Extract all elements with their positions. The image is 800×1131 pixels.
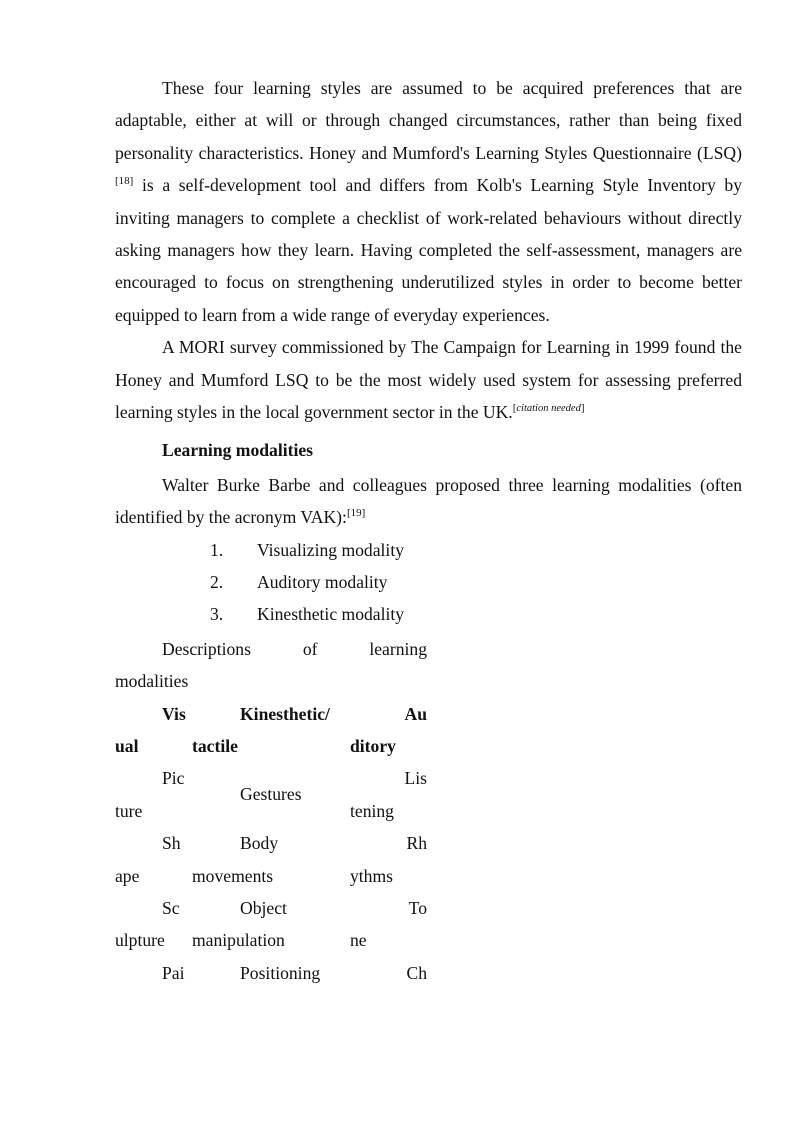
table-header-cell [115, 698, 192, 763]
cell-text: Sc [162, 898, 180, 919]
citation-19[interactable]: [19] [346, 507, 366, 520]
list-item [115, 534, 742, 566]
cell-text: ulpture [115, 930, 165, 951]
cell-text: Lis [404, 768, 427, 789]
table-cell [192, 892, 350, 957]
paragraph-lsq [115, 72, 742, 331]
caption-line [115, 633, 427, 665]
cell-text: Gestures [240, 784, 302, 805]
modalities-list [115, 534, 742, 631]
cell-text: Pai [162, 962, 185, 983]
cell-text: Sh [162, 833, 181, 854]
citation-needed-text[interactable]: citation needed [516, 403, 581, 415]
table-cell [115, 892, 192, 957]
caption-word: learning [369, 638, 427, 659]
list-number: 2. [210, 572, 224, 593]
section-heading: Learning modalities [162, 440, 314, 461]
paragraph-text: is a self-development tool and differs from Kolb's Learning Style Inventory by inviting managers to complete a checklist of work-related behaviours without directly asking managers how they learn. Having completed the self-assessment, managers are encouraged to focus on strengthening underutilized styles in order to become better equipped to learn from a wide range of everyday experiences. [115, 175, 742, 325]
table-cell [192, 762, 350, 827]
table-header-cell [192, 698, 350, 763]
paragraph-mori [115, 331, 742, 428]
citation-needed[interactable] [513, 402, 585, 414]
list-item-label: Kinesthetic modality [257, 604, 405, 625]
paragraph-text: Walter Burke Barbe and colleagues proposed three learning modalities (often identified by the acronym VAK): [115, 474, 742, 528]
paragraph-vak-intro [115, 469, 742, 534]
cell-text: Pic [162, 768, 185, 789]
cell-text: ual [115, 736, 139, 757]
cell-text: ythms [350, 865, 394, 886]
table-row [115, 957, 427, 989]
table-cell [115, 827, 192, 892]
cell-text: Object [240, 898, 287, 919]
cell-text: Au [404, 703, 427, 724]
table-cell [192, 957, 350, 989]
list-number: 3. [210, 604, 224, 625]
cell-text: ditory [350, 736, 396, 757]
cell-text: tactile [192, 736, 238, 757]
list-item [115, 598, 742, 630]
cell-text: ape [115, 865, 140, 886]
caption-word: Descriptions [162, 638, 251, 659]
table-cell [192, 827, 350, 892]
cell-text: To [408, 898, 427, 919]
cell-text: Positioning [240, 962, 321, 983]
table-cell [350, 892, 427, 957]
list-item [115, 566, 742, 598]
bracket: ] [580, 402, 585, 415]
table-row [115, 827, 427, 892]
caption-word: modalities [115, 671, 189, 692]
table-header-cell [350, 698, 427, 763]
cell-text: manipulation [192, 930, 285, 951]
table-row [115, 892, 427, 957]
modalities-table [115, 698, 427, 990]
table-row [115, 762, 427, 827]
cell-text: Kinesthetic/ [240, 703, 330, 724]
table-cell [115, 762, 192, 827]
citation-18[interactable]: [18] [115, 175, 134, 188]
cell-text: Ch [406, 962, 427, 983]
caption-word: of [302, 638, 318, 659]
cell-text: ture [115, 800, 143, 821]
table-cell [115, 957, 192, 989]
table-cell [350, 827, 427, 892]
table-header-row [115, 698, 427, 763]
cell-text: ne [350, 930, 367, 951]
cell-text: Body [240, 833, 279, 854]
list-item-label: Visualizing modality [257, 539, 405, 560]
document-page [115, 72, 742, 989]
table-caption [115, 633, 427, 698]
cell-text: Vis [162, 703, 186, 724]
cell-text: Rh [406, 833, 427, 854]
table-cell [350, 957, 427, 989]
cell-text: tening [350, 800, 394, 821]
caption-line [115, 665, 427, 697]
bracket: [ [512, 402, 517, 415]
list-number: 1. [210, 539, 224, 560]
paragraph-text: These four learning styles are assumed to be acquired preferences that are adaptable, either at will or through changed circumstances, rather than being fixed personality characteristics. Honey and Mumford's Learning Styles Questionnaire (LSQ) [115, 78, 742, 163]
paragraph-text: A MORI survey commissioned by The Campaign for Learning in 1999 found the Honey and Mumford LSQ to be the most widely used system for assessing preferred learning styles in the local government sector in the UK. [115, 337, 742, 423]
table-cell [350, 762, 427, 827]
cell-text: movements [192, 865, 274, 886]
list-item-label: Auditory modality [257, 572, 388, 593]
